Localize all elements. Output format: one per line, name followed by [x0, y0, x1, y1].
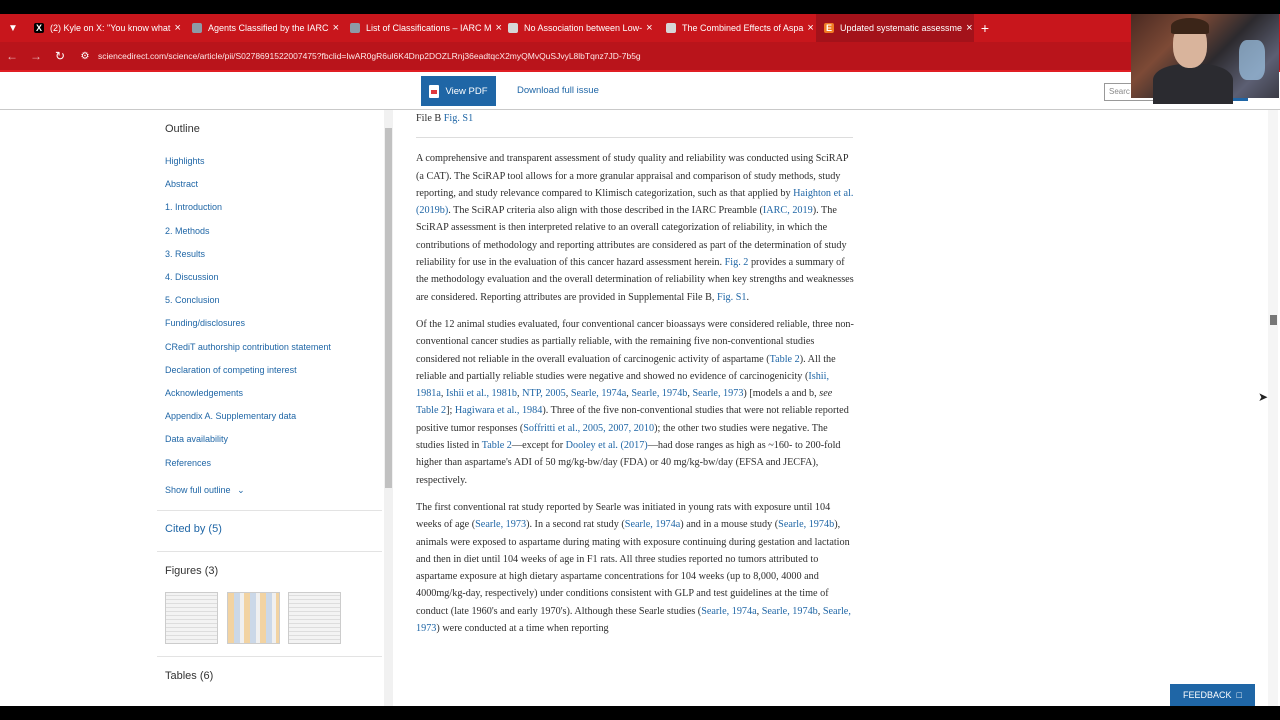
bottom-bar — [0, 706, 1280, 720]
view-pdf-label: View PDF — [445, 85, 488, 97]
tab-favicon-icon — [350, 23, 360, 33]
tab-title: The Combined Effects of Aspa — [682, 23, 804, 33]
body-text: ) [models a and b, — [743, 388, 820, 400]
body-text: , — [626, 388, 632, 400]
divider — [157, 551, 382, 552]
body-text: , — [440, 388, 446, 400]
body-text: Of the 12 animal studies evaluated, four conventional cancer bioassays were considered reliable, three non-conventional cancer studies as partially reliable, with the remaining five non-conventional studies considered not reliable in the overall evaluation of carcinogenic activity of aspartame ( — [416, 318, 854, 365]
figure-thumbnail-1[interactable] — [165, 592, 218, 644]
article-toolbar — [0, 72, 1280, 110]
tab-bar — [0, 14, 1280, 42]
body-text: —except for — [511, 440, 566, 452]
close-tab-icon[interactable]: × — [966, 22, 973, 34]
tab-title: (2) Kyle on X: "You know what — [50, 23, 171, 33]
outline-item[interactable]: Highlights — [165, 156, 205, 166]
divider — [157, 510, 382, 511]
chevron-down-icon: ⌄ — [237, 485, 245, 495]
paragraph-3 — [416, 499, 856, 637]
body-text: ); the other two studies were negative. The studies listed in — [416, 422, 828, 452]
outline-item[interactable]: 5. Conclusion — [165, 295, 220, 306]
new-tab-button[interactable]: + — [980, 20, 990, 36]
outline-sidebar — [0, 110, 384, 706]
citation-link[interactable]: Hagiwara et al., 1984 — [454, 405, 543, 417]
citation-link[interactable]: Fig. S1 — [717, 291, 747, 303]
citation-link[interactable]: NTP, 2005 — [522, 388, 566, 400]
paragraph-1 — [416, 150, 856, 306]
view-pdf-button[interactable] — [421, 76, 496, 106]
figures-heading: Figures (3) — [165, 565, 219, 577]
outline-item[interactable]: Declaration of competing interest — [165, 364, 297, 375]
browser-tab[interactable] — [500, 14, 658, 42]
outline-item[interactable]: Funding/disclosures — [165, 318, 246, 329]
outline-item[interactable]: 1. Introduction — [165, 202, 223, 213]
tab-title: No Association between Low- — [524, 23, 643, 33]
outline-item[interactable]: CRediT authorship contribution statement — [165, 341, 331, 352]
close-tab-icon[interactable]: × — [807, 22, 814, 34]
webcam-overlay — [1131, 14, 1279, 98]
browser-tab[interactable] — [342, 14, 500, 42]
browser-tab[interactable] — [184, 14, 342, 42]
top-line-text: File B — [416, 113, 444, 124]
page-scrollbar[interactable] — [1268, 110, 1278, 706]
body-text: ]; — [446, 405, 455, 417]
tab-favicon-icon — [508, 23, 518, 33]
body-text: ), animals were exposed to aspartame during mating with exposure continuing during gestation and lactation and then in diet until 104 weeks of age in F1 rats. All three studies reported no tumors attributed to aspartame exposure at high dietary aspartame concentrations for 104 weeks (up to 8,000, 4000 and 4000mg/kg-day, respectively) under conditions consistent with GLP and test guidelines at the time of conduct (late 1960's and early 1970's). Although these Searle studies ( — [416, 519, 850, 617]
citation-link[interactable]: Table 2 — [481, 440, 512, 452]
citation-link[interactable]: Soffritti et al., 2005, 2007, 2010 — [523, 422, 655, 434]
browser-tab[interactable] — [26, 14, 184, 42]
outline-item[interactable]: Acknowledgements — [165, 388, 244, 398]
browser-tab[interactable] — [816, 14, 974, 42]
site-info-icon[interactable]: ⚙ — [80, 50, 90, 62]
tab-title: List of Classifications – IARC M — [366, 23, 492, 33]
outline-item[interactable]: 3. Results — [165, 248, 206, 259]
body-text: The first conventional rat study reported by Searle was initiated in young rats with exposure until 104 weeks of age ( — [416, 501, 831, 531]
citation-link[interactable]: Searle, 1974b — [631, 388, 688, 400]
article-top-line — [416, 110, 856, 127]
citation-link[interactable]: Searle, 1974a — [570, 388, 627, 400]
browser-tab[interactable] — [658, 14, 816, 42]
body-text: A comprehensive and transparent assessment of study quality and reliability was conducted using SciRAP (a CAT). The SciRAP tool allows for a more granular appraisal and comparison of study methods, study reporting, and study relevance compared to Klimisch categorization, such as that applied by — [416, 153, 849, 199]
figure-link[interactable]: Fig. S1 — [443, 113, 474, 124]
close-tab-icon[interactable]: × — [495, 22, 502, 34]
body-text: , — [817, 605, 823, 617]
address-bar — [0, 42, 1280, 70]
outline-item[interactable]: 2. Methods — [165, 225, 210, 236]
citation-link[interactable]: Searle, 1974b — [778, 519, 835, 531]
cited-by-link[interactable]: Cited by (5) — [165, 523, 222, 535]
body-text: ). All the reliable and partially reliable studies were negative and showed no evidence of carcinogenicity ( — [416, 353, 836, 382]
body-text: ) were conducted at a time when reporting — [436, 623, 609, 635]
body-text: , — [756, 605, 762, 617]
citation-link[interactable]: Searle, 1974a — [701, 605, 757, 617]
close-tab-icon[interactable]: × — [646, 22, 653, 34]
tables-heading: Tables (6) — [165, 670, 214, 682]
paragraph-2 — [416, 316, 856, 489]
citation-link[interactable]: Ishii et al., 1981b — [446, 388, 518, 400]
tab-title: Updated systematic assessme — [840, 23, 963, 33]
body-text: ) and in a mouse study ( — [680, 519, 779, 531]
citation-link[interactable]: IARC, 2019 — [762, 205, 813, 217]
body-text: . The SciRAP criteria also align with those described in the IARC Preamble ( — [448, 205, 763, 217]
citation-link[interactable]: Dooley et al. (2017) — [565, 440, 648, 452]
citation-link[interactable]: Searle, 1973 — [416, 605, 851, 635]
pdf-icon — [429, 85, 439, 98]
tab-favicon-icon: X — [35, 23, 42, 33]
citation-link[interactable]: Searle, 1974a — [624, 519, 681, 531]
citation-link[interactable]: Haighton et al. (2019b) — [416, 187, 854, 217]
body-text: provides a summary of the methodology evaluation and the overall determination of reliability when key strengths and weaknesses are considered. Reporting attributes are provided in Supplemental File B, — [416, 257, 854, 303]
outline-item[interactable]: 4. Discussion — [165, 272, 219, 282]
tab-favicon-icon: E — [825, 23, 832, 33]
figure-thumbnail-3[interactable] — [288, 592, 341, 644]
citation-link[interactable]: Searle, 1974b — [761, 605, 818, 617]
back-arrow-icon[interactable]: ← — [6, 49, 18, 63]
body-text: ). The SciRAP assessment is then interpreted relative to an overall categorization of reliability, in which the contributions of methodology and reporting attributes are considered as part of the determination of study reliability for use in the evaluation of this cancer hazard assessment herein. — [416, 205, 847, 269]
close-tab-icon[interactable]: × — [174, 22, 181, 34]
outline-item[interactable]: Data availability — [165, 434, 229, 445]
forward-arrow-icon[interactable]: → — [30, 49, 42, 63]
citation-link[interactable]: Table 2 — [416, 405, 447, 417]
tab-title: Agents Classified by the IARC — [208, 23, 329, 33]
url-field[interactable]: sciencedirect.com/science/article/pii/S0278691522007475?fbclid=IwAR0gR6ul6K4Dnp2DOZLRnj36eadtqcX2myQMvQuSJvyL8lbTqnz7JD-7b5g — [98, 51, 641, 61]
tab-favicon-icon — [666, 23, 676, 33]
outline-title: Outline — [165, 123, 200, 135]
body-text: . — [746, 291, 750, 303]
page-scrollbar-thumb[interactable] — [1270, 315, 1277, 325]
italic-text: see — [819, 388, 833, 400]
body-text: , — [517, 388, 523, 400]
citation-link[interactable]: Table 2 — [769, 353, 800, 365]
article-body — [416, 110, 856, 647]
chat-bubble-icon: □ — [1236, 690, 1242, 700]
outline-item[interactable]: Appendix A. Supplementary data — [165, 411, 297, 422]
search-input[interactable]: Searc — [1104, 83, 1220, 101]
body-text: ). In a second rat study ( — [526, 519, 625, 531]
body-text: ). Three of the five non-conventional studies that were not reliable reported positive tumor responses ( — [416, 405, 849, 434]
feedback-label: FEEDBACK — [1183, 690, 1232, 700]
body-text: , — [687, 388, 693, 400]
outline-item[interactable]: References — [165, 457, 212, 468]
body-text: , — [565, 388, 571, 400]
body-text: —had dose ranges as high as ~160- to 200-fold higher than aspartame's ADI of 50 mg/kg-bw/day (FDA) or 40 mg/kg-bw/day (EFSA and JECFA), respectively. — [416, 440, 841, 486]
divider — [416, 137, 853, 138]
show-full-outline-label: Show full outline — [165, 485, 231, 495]
outline-item[interactable]: Abstract — [165, 179, 199, 190]
tab-favicon-icon — [192, 23, 202, 33]
citation-link[interactable]: Fig. 2 — [724, 257, 749, 269]
citation-link[interactable]: Searle, 1973 — [475, 519, 527, 531]
sidebar-scrollbar-thumb[interactable] — [385, 128, 392, 488]
divider — [157, 656, 382, 657]
show-full-outline-link[interactable] — [165, 485, 245, 496]
citation-link[interactable]: Ishii, 1981a — [416, 370, 830, 400]
figure-thumbnail-2[interactable] — [227, 592, 280, 644]
close-tab-icon[interactable]: × — [332, 22, 339, 34]
feedback-button[interactable] — [1170, 684, 1255, 706]
reload-icon[interactable]: ↻ — [54, 49, 66, 63]
citation-link[interactable]: Searle, 1973 — [692, 388, 744, 400]
tab-search-chevron-icon[interactable]: ▼ — [8, 22, 18, 34]
mouse-cursor-icon: ➤ — [1258, 390, 1269, 404]
download-full-issue-link[interactable]: Download full issue — [517, 85, 599, 96]
webpage — [0, 72, 1280, 706]
